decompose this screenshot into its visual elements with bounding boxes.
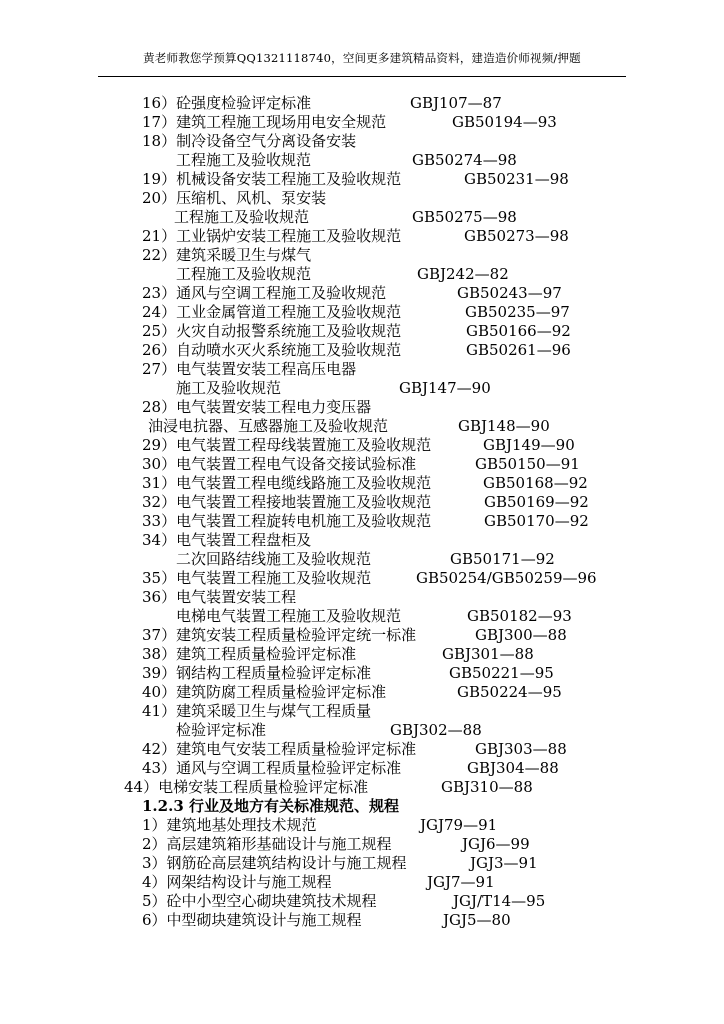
standard-item xyxy=(0,189,724,208)
standard-title: 5）砼中小型空心砌块建筑技术规程 xyxy=(142,892,377,910)
standard-item xyxy=(0,170,724,189)
standard-item xyxy=(0,436,724,455)
standard-item xyxy=(0,284,724,303)
standard-code: GB50166—92 xyxy=(466,322,571,340)
page-header: 黄老师教您学预算QQ1321118740，空间更多建筑精品资料，建造造价师视频/押题 xyxy=(143,51,581,65)
section-heading xyxy=(0,797,724,816)
standard-title: 19）机械设备安装工程施工及验收规范 xyxy=(142,170,402,188)
standard-title: 工程施工及验收规范 xyxy=(176,265,312,283)
standard-title: 27）电气装置安装工程高压电器 xyxy=(142,360,357,378)
standard-item xyxy=(0,303,724,322)
standard-title: 43）通风与空调工程质量检验评定标准 xyxy=(142,759,402,777)
standard-title: 21）工业锅炉安装工程施工及验收规范 xyxy=(142,227,402,245)
standard-code: GB50273—98 xyxy=(464,227,569,245)
standard-title: 37）建筑安装工程质量检验评定统一标准 xyxy=(142,626,417,644)
standard-code: GB50182—93 xyxy=(467,607,572,625)
standard-item xyxy=(0,835,724,854)
standard-item xyxy=(0,626,724,645)
standard-title: 30）电气装置工程电气设备交接试验标准 xyxy=(142,455,417,473)
standard-item xyxy=(0,341,724,360)
standard-code: GBJ148—90 xyxy=(458,417,550,435)
standard-item xyxy=(0,892,724,911)
standard-title: 1.2.3 行业及地方有关标准规范、规程 xyxy=(142,797,399,815)
standard-code: GB50275—98 xyxy=(412,208,517,226)
standard-code: GB50194—93 xyxy=(452,113,557,131)
standard-title: 38）建筑工程质量检验评定标准 xyxy=(142,645,357,663)
standard-code: GB50221—95 xyxy=(449,664,554,682)
standard-item xyxy=(0,550,724,569)
standard-title: 29）电气装置工程母线装置施工及验收规范 xyxy=(142,436,432,454)
standard-code: GB50169—92 xyxy=(484,493,589,511)
standard-code: GBJ107—87 xyxy=(410,94,502,112)
standard-item xyxy=(0,474,724,493)
standard-title: 二次回路结线施工及验收规范 xyxy=(176,550,372,568)
standard-code: GBJ303—88 xyxy=(475,740,567,758)
standard-title: 41）建筑采暖卫生与煤气工程质量 xyxy=(142,702,372,720)
standard-title: 25）火灾自动报警系统施工及验收规范 xyxy=(142,322,402,340)
standard-title: 18）制冷设备空气分离设备安装 xyxy=(142,132,357,150)
standard-code: JGJ6—99 xyxy=(462,835,530,853)
standard-item xyxy=(0,227,724,246)
standard-title: 24）工业金属管道工程施工及验收规范 xyxy=(142,303,402,321)
standard-item xyxy=(0,398,724,417)
standard-code: GB50243—97 xyxy=(457,284,562,302)
standards-list xyxy=(0,94,724,930)
standard-code: GBJ242—82 xyxy=(417,265,509,283)
standard-code: GBJ147—90 xyxy=(399,379,491,397)
standard-code: JGJ5—80 xyxy=(443,911,511,929)
standard-item xyxy=(0,683,724,702)
standard-item xyxy=(0,873,724,892)
standard-title: 32）电气装置工程接地装置施工及验收规范 xyxy=(142,493,432,511)
standard-title: 36）电气装置安装工程 xyxy=(142,588,297,606)
standard-code: JGJ3—91 xyxy=(470,854,538,872)
standard-code: GBJ149—90 xyxy=(483,436,575,454)
standard-title: 35）电气装置工程施工及验收规范 xyxy=(142,569,372,587)
standard-title: 26）自动喷水灭火系统施工及验收规范 xyxy=(142,341,402,359)
standard-item xyxy=(0,94,724,113)
standard-code: GB50274—98 xyxy=(412,151,517,169)
standard-title: 23）通风与空调工程施工及验收规范 xyxy=(142,284,387,302)
standard-title: 28）电气装置安装工程电力变压器 xyxy=(142,398,372,416)
standard-title: 检验评定标准 xyxy=(176,721,267,739)
standard-title: 17）建筑工程施工现场用电安全规范 xyxy=(142,113,387,131)
standard-code: GB50150—91 xyxy=(475,455,580,473)
standard-title: 油浸电抗器、互感器施工及验收规范 xyxy=(148,417,389,435)
standard-code: GB50254/GB50259—96 xyxy=(416,569,597,587)
standard-item xyxy=(0,854,724,873)
standard-item xyxy=(0,607,724,626)
standard-title: 16）砼强度检验评定标准 xyxy=(142,94,312,112)
standard-title: 31）电气装置工程电缆线路施工及验收规范 xyxy=(142,474,432,492)
standard-item xyxy=(0,664,724,683)
standard-item xyxy=(0,531,724,550)
standard-item xyxy=(0,721,724,740)
standard-title: 4）网架结构设计与施工规程 xyxy=(142,873,332,891)
standard-code: GBJ300—88 xyxy=(475,626,567,644)
standard-code: GB50224—95 xyxy=(457,683,562,701)
standard-item xyxy=(0,569,724,588)
standard-code: GBJ302—88 xyxy=(390,721,482,739)
standard-item xyxy=(0,816,724,835)
standard-title: 3）钢筋砼高层建筑结构设计与施工规程 xyxy=(142,854,407,872)
standard-code: GB50235—97 xyxy=(465,303,570,321)
standard-title: 1）建筑地基处理技术规范 xyxy=(142,816,317,834)
standard-code: GB50170—92 xyxy=(484,512,589,530)
standard-item xyxy=(0,322,724,341)
standard-code: GB50261—96 xyxy=(466,341,571,359)
standard-title: 2）高层建筑箱形基础设计与施工规程 xyxy=(142,835,392,853)
standard-title: 40）建筑防腐工程质量检验评定标准 xyxy=(142,683,387,701)
standard-title: 22）建筑采暖卫生与煤气 xyxy=(142,246,312,264)
standard-item xyxy=(0,379,724,398)
standard-code: JGJ79—91 xyxy=(420,816,498,834)
standard-code: JGJ7—91 xyxy=(427,873,495,891)
standard-title: 39）钢结构工程质量检验评定标准 xyxy=(142,664,372,682)
standard-item xyxy=(0,417,724,436)
standard-item xyxy=(0,151,724,170)
standard-title: 电梯电气装置工程施工及验收规范 xyxy=(176,607,402,625)
standard-code: JGJ/T14—95 xyxy=(453,892,546,910)
standard-item xyxy=(0,265,724,284)
standard-title: 工程施工及验收规范 xyxy=(176,151,312,169)
standard-code: GB50231—98 xyxy=(464,170,569,188)
standard-item xyxy=(0,702,724,721)
standard-item xyxy=(0,132,724,151)
standard-item xyxy=(0,740,724,759)
standard-code: GBJ304—88 xyxy=(467,759,559,777)
header-rule xyxy=(98,76,626,77)
standard-item xyxy=(0,246,724,265)
standard-title: 33）电气装置工程旋转电机施工及验收规范 xyxy=(142,512,432,530)
standard-item xyxy=(0,113,724,132)
standard-item xyxy=(0,208,724,227)
standard-title: 工程施工及验收规范 xyxy=(174,208,310,226)
standard-code: GBJ301—88 xyxy=(442,645,534,663)
standard-item xyxy=(0,645,724,664)
standard-item xyxy=(0,512,724,531)
standard-title: 施工及验收规范 xyxy=(176,379,282,397)
standard-item xyxy=(0,911,724,930)
standard-item xyxy=(0,778,724,797)
standard-code: GB50171—92 xyxy=(450,550,555,568)
standard-code: GBJ310—88 xyxy=(441,778,533,796)
standard-title: 42）建筑电气安装工程质量检验评定标准 xyxy=(142,740,417,758)
standard-title: 44）电梯安装工程质量检验评定标准 xyxy=(124,778,369,796)
standard-item xyxy=(0,360,724,379)
standard-code: GB50168—92 xyxy=(483,474,588,492)
standard-title: 6）中型砌块建筑设计与施工规程 xyxy=(142,911,362,929)
standard-item xyxy=(0,455,724,474)
standard-item xyxy=(0,759,724,778)
standard-item xyxy=(0,493,724,512)
standard-title: 20）压缩机、风机、泵安装 xyxy=(142,189,327,207)
standard-title: 34）电气装置工程盘柜及 xyxy=(142,531,312,549)
standard-item xyxy=(0,588,724,607)
